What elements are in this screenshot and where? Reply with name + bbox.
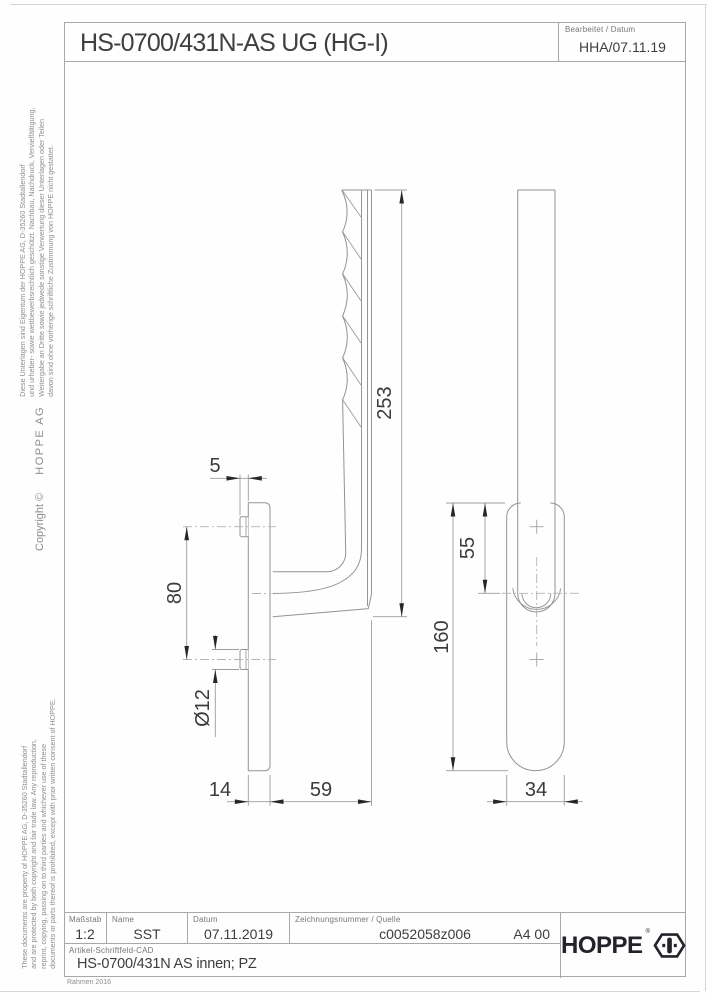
format-value: A4 00 bbox=[513, 926, 550, 942]
legal-english-line1: These documents are property of HOPPE AG, D-35260 Stadtallendorf bbox=[20, 745, 30, 969]
article-value: HS-0700/431N AS innen; PZ bbox=[77, 956, 257, 972]
dim-253-label: 253 bbox=[374, 386, 396, 420]
name-value: SST bbox=[133, 926, 161, 942]
date-cell bbox=[188, 913, 290, 944]
title-block bbox=[64, 912, 686, 977]
edited-value: HHA/07.11.19 bbox=[579, 39, 666, 55]
dim-5-label: 5 bbox=[209, 455, 221, 477]
dim-160-label: 160 bbox=[431, 620, 453, 654]
front-view-dimension-text bbox=[431, 537, 547, 801]
registered-mark: ® bbox=[645, 929, 650, 935]
scale-cell bbox=[64, 913, 107, 944]
legal-english-line2: and are protected by both copyright and fair trade law. Any reproduction, bbox=[29, 739, 39, 969]
copyright-label: Copyright © bbox=[34, 492, 46, 551]
legal-german-line1: Diese Unterlagen sind Eigentum der HOPPE AG, D-35260 Stadtallendorf bbox=[18, 164, 28, 397]
dim-34-label: 34 bbox=[524, 779, 548, 801]
screw-bosses bbox=[240, 517, 248, 670]
name-cell bbox=[107, 913, 188, 944]
dim-14-label: 14 bbox=[208, 779, 232, 801]
scale-label: Maßstab bbox=[69, 915, 102, 924]
dim-59-label: 59 bbox=[309, 779, 333, 801]
logo-box bbox=[560, 913, 686, 978]
number-value: c0052058z006 bbox=[379, 926, 471, 942]
front-view-centerlines bbox=[502, 557, 582, 646]
dim-55-label: 55 bbox=[457, 536, 479, 560]
legal-german-line2: und urheber- sowie wettbewerbsrechtlich geschützt. Nachbau, Nachdruck, Vervielfältigung, bbox=[27, 107, 37, 397]
side-view-centerlines bbox=[183, 527, 276, 660]
article-label: Artikel-Schriftfeld-CAD bbox=[69, 946, 154, 955]
hoppe-hexagon-icon bbox=[653, 930, 686, 961]
name-label: Name bbox=[112, 915, 135, 924]
sheet-title: HS-0700/431N-AS UG (HG-I) bbox=[80, 29, 388, 57]
side-view-dimension-lines bbox=[187, 190, 407, 806]
hoppe-logo-text: HOPPE bbox=[561, 931, 643, 959]
front-view-outline bbox=[507, 190, 565, 771]
legal-german-line4: davon sind ohne vorherige schriftliche Zustimmung von HOPPE nicht gestattet. bbox=[46, 145, 56, 397]
frame-version: Rahmen 2016 bbox=[67, 979, 111, 986]
dim-12-label: Ø12 bbox=[192, 689, 214, 727]
scale-value: 1:2 bbox=[75, 926, 95, 942]
edited-label: Bearbeitet / Datum bbox=[565, 25, 636, 34]
date-value: 07.11.2019 bbox=[203, 926, 274, 942]
article-row bbox=[64, 944, 560, 978]
legal-english-line4: documents or parts thereof is prohibited, except with prior written consent of HOPPE. bbox=[48, 698, 58, 969]
legal-english-line3: reprint, copying, passing on to third parties and whichever use of these bbox=[39, 743, 48, 969]
number-cell bbox=[290, 913, 560, 944]
date-label: Datum bbox=[193, 915, 218, 924]
number-label: Zeichnungsnummer / Quelle bbox=[295, 915, 401, 924]
side-view-outline bbox=[248, 190, 371, 771]
legal-german-line3: Weitergabe an Dritte sowie jedwede sonstige Verwertung dieser Unterlagen oder Teilen bbox=[37, 119, 46, 397]
company-label: HOPPE AG bbox=[34, 405, 46, 475]
dim-80-label: 80 bbox=[164, 581, 186, 605]
